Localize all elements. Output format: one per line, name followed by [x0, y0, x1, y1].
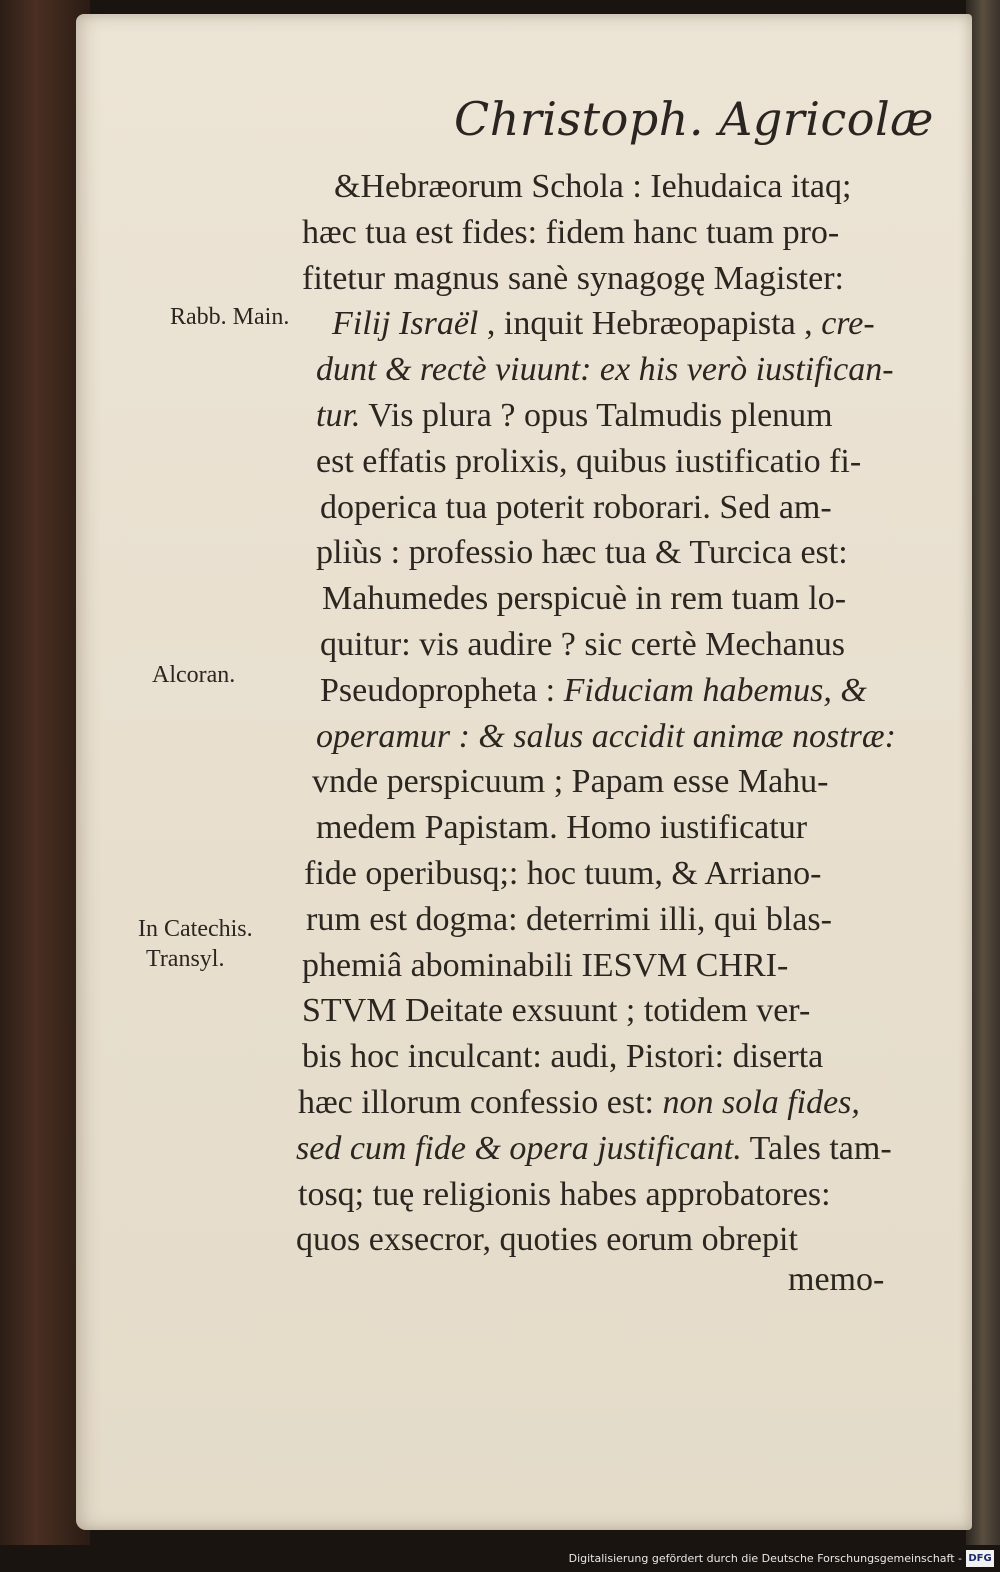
- margin-note-alcoran: Alcoran.: [152, 662, 236, 688]
- text-line: [316, 531, 848, 575]
- catchword: memo-: [788, 1261, 885, 1298]
- italic-span: cre-: [821, 305, 875, 343]
- roman-span: hæc illorum confessio est:: [298, 1084, 663, 1121]
- text-line: [312, 760, 829, 804]
- italic-span: dunt & rectè viuunt: ex his verò iustifican-: [316, 351, 894, 389]
- text-line: [316, 806, 807, 850]
- text-line: [302, 257, 844, 301]
- italic-span: tur.: [316, 397, 361, 434]
- roman-span: , inquit Hebræopapista ,: [478, 305, 822, 343]
- roman-span: Pseudopropheta :: [320, 671, 564, 709]
- roman-span: &Hebræorum Schola : Iehudaica itaq;: [334, 168, 852, 205]
- text-line: [316, 348, 894, 392]
- roman-span: est effatis prolixis, quibus iustificatio fi-: [316, 442, 862, 480]
- roman-span: phemiâ abominabili IESVM CHRI-: [302, 946, 789, 984]
- italic-span: operamur : & salus accidit animæ nostræ:: [316, 717, 896, 755]
- running-head: Christoph. Agricolæ: [454, 92, 934, 146]
- text-line: [320, 486, 832, 530]
- margin-note-catechis: In Catechis.: [138, 916, 253, 942]
- text-line: [306, 898, 832, 942]
- roman-span: doperica tua poterit roborari. Sed am-: [320, 488, 832, 526]
- roman-span: vnde perspicuum ; Papam esse Mahu-: [312, 763, 829, 801]
- roman-span: Vis plura ? opus Talmudis plenum: [360, 397, 833, 434]
- text-line: [302, 989, 810, 1033]
- roman-span: STVM Deitate exsuunt ; totidem ver-: [302, 992, 811, 1030]
- text-line: [322, 577, 846, 621]
- roman-span: pliùs : professio hæc tua & Turcica est:: [316, 534, 848, 572]
- roman-span: medem Papistam. Homo iustificatur: [316, 809, 808, 847]
- roman-span: bis hoc inculcant: audi, Pistori: diserta: [302, 1038, 824, 1076]
- text-line: [298, 1081, 860, 1125]
- margin-note-rabb: Rabb. Main.: [170, 304, 290, 330]
- roman-span: Mahumedes perspicuè in rem tuam lo-: [322, 580, 847, 618]
- roman-span: fide operibusq;: hoc tuum, & Arriano-: [304, 855, 822, 892]
- roman-span: quos exsecror, quoties eorum obrepit: [296, 1221, 798, 1259]
- text-line: [334, 165, 851, 209]
- text-line: [302, 211, 839, 255]
- text-line: [316, 440, 861, 484]
- text-line: [320, 669, 867, 713]
- roman-span: hæc tua est fides: fidem hanc tuam pro-: [302, 213, 840, 251]
- text-line: [298, 1173, 831, 1217]
- text-line: [316, 715, 896, 759]
- text-line: [320, 623, 845, 667]
- text-line: [332, 302, 875, 346]
- margin-note-transyl: Transyl.: [146, 946, 225, 972]
- text-line: [304, 852, 821, 896]
- footer-credit: Digitalisierung gefördert durch die Deutsche Forschungsgemeinschaft -: [568, 1552, 962, 1565]
- roman-span: rum est dogma: deterrimi illi, qui blas-: [306, 900, 832, 938]
- dfg-logo: DFG: [966, 1550, 994, 1567]
- italic-span: Fiduciam habemus, &: [563, 671, 867, 709]
- text-line: [316, 394, 833, 438]
- text-line: [296, 1127, 892, 1171]
- italic-span: sed cum fide & opera justificant.: [296, 1129, 742, 1167]
- roman-span: quitur: vis audire ? sic certè Mechanus: [320, 626, 845, 663]
- text-line: [302, 944, 788, 988]
- italic-span: Filij Israël: [332, 305, 479, 343]
- roman-span: fitetur magnus sanè synagogę Magister:: [302, 259, 844, 297]
- text-line: [296, 1218, 798, 1262]
- roman-span: Tales tam-: [741, 1129, 892, 1167]
- roman-span: tosq; tuę religionis habes approbatores:: [298, 1175, 831, 1213]
- text-line: [302, 1035, 823, 1079]
- italic-span: non sola fides,: [662, 1084, 860, 1121]
